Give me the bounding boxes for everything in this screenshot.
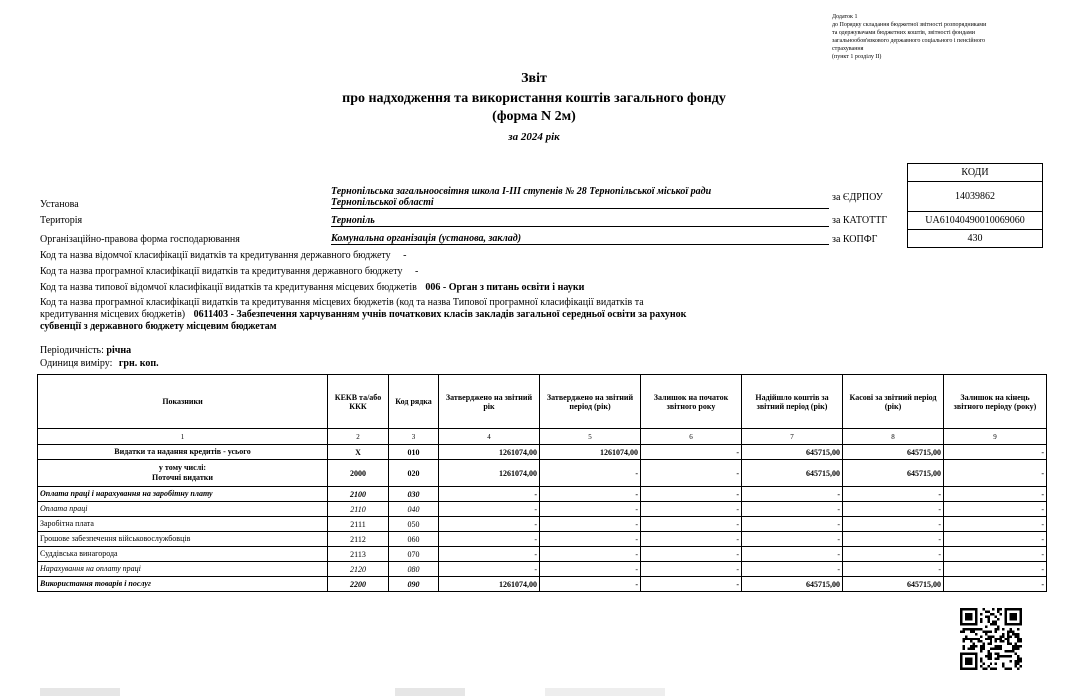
row-amount: 1261074,00 xyxy=(540,445,641,460)
row-amount: - xyxy=(540,517,641,532)
row-amount: - xyxy=(944,562,1047,577)
local-prog-label: кредитування місцевих бюджетів) xyxy=(40,309,186,320)
footer-mark xyxy=(40,688,120,696)
territory-value: Тернопіль xyxy=(331,215,829,227)
row-name: Видатки та надання кредитів - усього xyxy=(38,445,328,460)
row-amount: - xyxy=(944,445,1047,460)
local-prog-value: субвенції з державного бюджету місцевим бюджетам xyxy=(40,321,277,332)
row-amount: - xyxy=(540,577,641,592)
col-number: 7 xyxy=(742,429,843,445)
row-amount: - xyxy=(540,460,641,487)
row-code: 020 xyxy=(389,460,439,487)
table-row xyxy=(38,487,1047,502)
col-number: 5 xyxy=(540,429,641,445)
row-amount: - xyxy=(641,577,742,592)
table-row xyxy=(38,547,1047,562)
katottg-label: за КАТОТТГ xyxy=(832,215,888,226)
legal-form-label: Організаційно-правова форма господарювання xyxy=(40,234,240,245)
row-amount: - xyxy=(540,487,641,502)
row-amount: - xyxy=(944,460,1047,487)
row-amount: - xyxy=(944,577,1047,592)
table-row xyxy=(38,517,1047,532)
row-code: 070 xyxy=(389,547,439,562)
row-amount: - xyxy=(439,532,540,547)
annex-line: (пункт 1 розділу II) xyxy=(832,54,882,60)
row-kekv: 2120 xyxy=(328,562,389,577)
row-amount: - xyxy=(540,562,641,577)
row-amount: - xyxy=(439,487,540,502)
row-amount: - xyxy=(843,502,944,517)
row-name: Використання товарів і послуг xyxy=(38,577,328,592)
row-amount: - xyxy=(944,547,1047,562)
row-code: 080 xyxy=(389,562,439,577)
report-table xyxy=(37,374,1047,592)
table-row xyxy=(38,532,1047,547)
row-code: 030 xyxy=(389,487,439,502)
row-kekv: 2200 xyxy=(328,577,389,592)
dept-code-row xyxy=(40,250,407,261)
typical-dept-row xyxy=(40,282,584,293)
table-row xyxy=(38,445,1047,460)
row-amount: - xyxy=(540,502,641,517)
codes-header: КОДИ xyxy=(908,164,1043,182)
row-amount: - xyxy=(641,532,742,547)
row-amount: - xyxy=(843,487,944,502)
col-header: Залишок на початок звітного року xyxy=(641,375,742,429)
row-code: 010 xyxy=(389,445,439,460)
dept-code-value: - xyxy=(403,250,407,261)
row-amount: - xyxy=(742,532,843,547)
row-amount: - xyxy=(641,460,742,487)
row-name: Грошове забезпечення військовослужбовців xyxy=(38,532,328,547)
row-name: Заробітна плата xyxy=(38,517,328,532)
kopfg-code: 430 xyxy=(908,230,1043,248)
institution-value xyxy=(331,186,829,209)
periodicity-value: річна xyxy=(106,345,132,356)
row-amount: 1261074,00 xyxy=(439,577,540,592)
row-amount: 645715,00 xyxy=(742,577,843,592)
table-row xyxy=(38,502,1047,517)
row-code: 060 xyxy=(389,532,439,547)
row-amount: 645715,00 xyxy=(843,577,944,592)
table-row xyxy=(38,577,1047,592)
col-header: Код рядка xyxy=(389,375,439,429)
row-name: Оплата праці xyxy=(38,502,328,517)
footer-mark xyxy=(395,688,465,696)
report-title: Звіт xyxy=(521,71,547,86)
column-number-row xyxy=(38,429,1047,445)
row-amount: 1261074,00 xyxy=(439,460,540,487)
institution-label: Установа xyxy=(40,199,79,210)
annex-line: та одержувачами бюджетних коштів, звітності фондами xyxy=(832,30,975,36)
row-amount: - xyxy=(641,547,742,562)
edrpou-label: за ЄДРПОУ xyxy=(832,192,883,203)
annex-line: Додаток 1 xyxy=(832,14,858,20)
row-kekv: 2110 xyxy=(328,502,389,517)
col-header: Показники xyxy=(38,375,328,429)
row-amount: - xyxy=(742,547,843,562)
annex-note xyxy=(832,13,1042,61)
row-name: Нарахування на оплату праці xyxy=(38,562,328,577)
codes-table xyxy=(907,163,1043,248)
col-header: Залишок на кінець звітного періоду (року) xyxy=(944,375,1047,429)
row-amount: - xyxy=(944,502,1047,517)
row-name: у тому числі: Поточні видатки xyxy=(38,460,328,487)
col-header: КЕКВ та/або ККК xyxy=(328,375,389,429)
unit-label: Одиниця виміру: xyxy=(40,358,113,369)
report-form: (форма N 2м) xyxy=(492,109,576,124)
row-amount: - xyxy=(742,562,843,577)
row-name: Оплата праці і нарахування на заробітну плату xyxy=(38,487,328,502)
row-amount: 645715,00 xyxy=(843,460,944,487)
local-prog-value: 0611403 - Забезпечення харчуванням учнів початкових класів закладів загальної середньої освіти за рахунок xyxy=(193,309,687,320)
col-header: Касові за звітний період (рік) xyxy=(843,375,944,429)
annex-line: до Порядку складання бюджетної звітності розпорядниками xyxy=(832,22,987,28)
row-amount: - xyxy=(944,532,1047,547)
row-amount: - xyxy=(641,445,742,460)
katottg-code: UA61040490010069060 xyxy=(908,212,1043,230)
local-prog-label: Код та назва програмної класифікації видатків та кредитування місцевих бюджетів (код та назва Типової програмної класифікації видатків та xyxy=(40,297,644,308)
row-kekv: X xyxy=(328,445,389,460)
table-row xyxy=(38,562,1047,577)
typical-dept-label: Код та назва типової відомчої класифікації видатків та кредитування місцевих бюджетів xyxy=(40,282,417,293)
annex-line: загальнообов'язкового державного соціального і пенсійного xyxy=(832,38,986,44)
row-amount: 1261074,00 xyxy=(439,445,540,460)
unit-row xyxy=(40,358,159,369)
row-code: 040 xyxy=(389,502,439,517)
row-amount: - xyxy=(843,562,944,577)
report-subtitle: про надходження та використання коштів загального фонду xyxy=(342,91,726,106)
periodicity-label: Періодичність: xyxy=(40,345,104,356)
row-amount: 645715,00 xyxy=(843,445,944,460)
prog-code-row xyxy=(40,266,418,277)
row-kekv: 2112 xyxy=(328,532,389,547)
col-number: 8 xyxy=(843,429,944,445)
typical-dept-value: 006 - Орган з питань освіти і науки xyxy=(425,282,585,293)
row-amount: - xyxy=(742,487,843,502)
footer-mark xyxy=(545,688,665,696)
row-amount: - xyxy=(641,562,742,577)
table-row xyxy=(38,460,1047,487)
prog-code-label: Код та назва програмної класифікації видатків та кредитування державного бюджету xyxy=(40,266,403,277)
territory-label: Територія xyxy=(40,215,83,226)
col-number: 2 xyxy=(328,429,389,445)
row-amount: - xyxy=(843,547,944,562)
row-amount: - xyxy=(843,517,944,532)
report-period: за 2024 рік xyxy=(508,131,560,143)
col-header: Надійшло коштів за звітний період (рік) xyxy=(742,375,843,429)
row-amount: 645715,00 xyxy=(742,460,843,487)
unit-value: грн. коп. xyxy=(118,358,159,369)
row-amount: - xyxy=(439,547,540,562)
col-number: 6 xyxy=(641,429,742,445)
row-amount: - xyxy=(843,532,944,547)
row-kekv: 2113 xyxy=(328,547,389,562)
row-amount: - xyxy=(439,517,540,532)
row-code: 090 xyxy=(389,577,439,592)
row-amount: - xyxy=(742,502,843,517)
row-amount: - xyxy=(641,487,742,502)
row-code: 050 xyxy=(389,517,439,532)
col-number: 9 xyxy=(944,429,1047,445)
row-kekv: 2100 xyxy=(328,487,389,502)
kopfg-label: за КОПФГ xyxy=(832,234,878,245)
row-amount: - xyxy=(540,532,641,547)
row-amount: - xyxy=(742,517,843,532)
col-number: 1 xyxy=(38,429,328,445)
row-amount: - xyxy=(944,517,1047,532)
periodicity-row xyxy=(40,345,131,356)
row-amount: - xyxy=(641,502,742,517)
row-kekv: 2111 xyxy=(328,517,389,532)
dept-code-label: Код та назва відомчої класифікації видатків та кредитування державного бюджету xyxy=(40,250,391,261)
prog-code-value: - xyxy=(414,266,419,277)
edrpou-code: 14039862 xyxy=(908,182,1043,212)
row-amount: - xyxy=(944,487,1047,502)
row-amount: 645715,00 xyxy=(742,445,843,460)
row-amount: - xyxy=(540,547,641,562)
legal-form-value: Комунальна організація (установа, заклад) xyxy=(331,233,829,245)
institution-line: Тернопільської області xyxy=(331,197,829,209)
qr-code xyxy=(960,608,1022,670)
annex-line: страхування xyxy=(832,46,864,52)
row-amount: - xyxy=(641,517,742,532)
col-number: 4 xyxy=(439,429,540,445)
row-kekv: 2000 xyxy=(328,460,389,487)
local-prog-row xyxy=(40,297,830,333)
col-header: Затверджено на звітний рік xyxy=(439,375,540,429)
row-amount: - xyxy=(439,562,540,577)
row-amount: - xyxy=(439,502,540,517)
row-name: Суддівська винагорода xyxy=(38,547,328,562)
col-number: 3 xyxy=(389,429,439,445)
col-header: Затверджено на звітний період (рік) xyxy=(540,375,641,429)
institution-line: Тернопільська загальноосвітня школа І-ІІІ ступенів № 28 Тернопільської міської ради xyxy=(331,186,712,197)
